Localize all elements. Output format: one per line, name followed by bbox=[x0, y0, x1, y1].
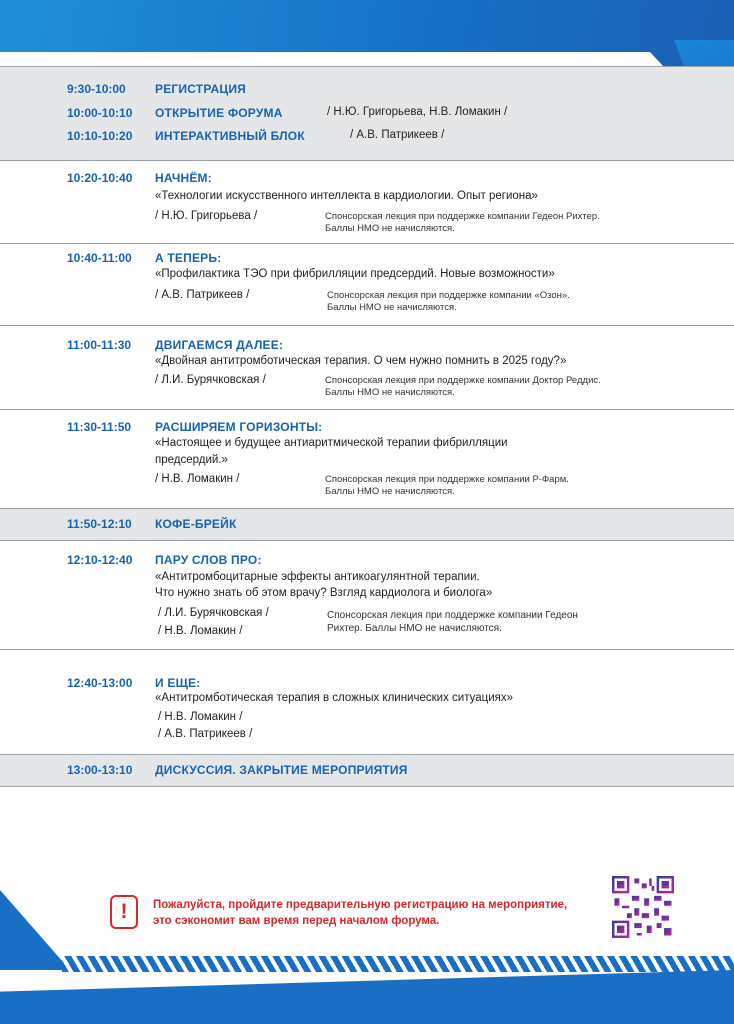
divider bbox=[0, 66, 734, 67]
time-slot: 10:20-10:40 bbox=[67, 171, 133, 185]
divider bbox=[0, 540, 734, 541]
time-slot: 11:00-11:30 bbox=[67, 338, 132, 352]
time-slot: 9:30-10:00 bbox=[67, 82, 126, 96]
divider bbox=[0, 243, 734, 244]
lecture-topic-continued: предсердий.» bbox=[155, 454, 228, 466]
speaker-name: / А.В. Патрикеев / bbox=[155, 289, 250, 301]
divider bbox=[0, 409, 734, 410]
speaker-name: / Л.И. Бурячковская / bbox=[155, 374, 266, 386]
lecture-topic-continued: Что нужно знать об этом врачу? Взгляд кардиолога и биолога» bbox=[155, 587, 493, 599]
sponsor-note: Баллы НМО не начисляются. bbox=[327, 302, 457, 313]
lecture-topic: «Технологии искусственного интеллекта в кардиологии. Опыт региона» bbox=[155, 190, 538, 202]
time-slot: 10:10-10:20 bbox=[67, 129, 133, 143]
divider bbox=[0, 508, 734, 509]
sponsor-note: Рихтер. Баллы НМО не начисляются. bbox=[327, 623, 502, 634]
sponsor-note: Спонсорская лекция при поддержке компании Р-Фарм. bbox=[325, 474, 569, 485]
session-title: ДВИГАЕМСЯ ДАЛЕЕ: bbox=[155, 338, 284, 352]
sponsor-note: Спонсорская лекция при поддержке компании «Озон». bbox=[327, 290, 570, 301]
reminder-line-1: Пожалуйста, пройдите предварительную регистрацию на мероприятие, bbox=[153, 899, 568, 911]
session-title: РАСШИРЯЕМ ГОРИЗОНТЫ: bbox=[155, 420, 323, 434]
divider bbox=[0, 160, 734, 161]
sponsor-note: Спонсорская лекция при поддержке компании Доктор Реддис. bbox=[325, 375, 601, 386]
session-title: ИНТЕРАКТИВНЫЙ БЛОК bbox=[155, 129, 305, 143]
divider bbox=[0, 325, 734, 326]
divider bbox=[0, 786, 734, 787]
speaker-names: / А.В. Патрикеев / bbox=[350, 129, 445, 141]
sponsor-note: Спонсорская лекция при поддержке компании Гедеон bbox=[327, 610, 578, 621]
time-slot: 10:40-11:00 bbox=[67, 251, 132, 265]
session-title: КОФЕ-БРЕЙК bbox=[155, 517, 237, 531]
divider bbox=[0, 649, 734, 650]
speaker-name: / Н.В. Ломакин / bbox=[158, 625, 243, 637]
session-title: НАЧНЁМ: bbox=[155, 171, 212, 185]
time-slot: 12:40-13:00 bbox=[67, 676, 133, 690]
session-title: А ТЕПЕРЬ: bbox=[155, 251, 222, 265]
striped-decor-band bbox=[62, 956, 734, 972]
lecture-topic: «Настоящее и будущее антиаритмической терапии фибрилляции bbox=[155, 437, 508, 449]
time-slot: 12:10-12:40 bbox=[67, 553, 133, 567]
session-title: ОТКРЫТИЕ ФОРУМА bbox=[155, 106, 283, 120]
speaker-name: / Н.Ю. Григорьева / bbox=[155, 210, 258, 222]
speaker-names: / Н.Ю. Григорьева, Н.В. Ломакин / bbox=[327, 106, 508, 118]
lecture-topic: «Антитромбоцитарные эффекты антикоагулянтной терапии. bbox=[155, 571, 480, 583]
sponsor-note: Баллы НМО не начисляются. bbox=[325, 223, 455, 234]
session-title: И ЕЩЕ: bbox=[155, 676, 201, 690]
session-title: РЕГИСТРАЦИЯ bbox=[155, 82, 246, 96]
lecture-topic: «Антитромботическая терапия в сложных клинических ситуациях» bbox=[155, 692, 513, 704]
speaker-name: / Н.В. Ломакин / bbox=[155, 473, 240, 485]
lecture-topic: «Профилактика ТЭО при фибрилляции предсердий. Новые возможности» bbox=[155, 268, 555, 280]
time-slot: 11:30-11:50 bbox=[67, 420, 132, 434]
speaker-name: / Н.В. Ломакин / bbox=[158, 711, 243, 723]
speaker-name: / Л.И. Бурячковская / bbox=[158, 607, 269, 619]
qr-code-icon[interactable] bbox=[612, 876, 674, 938]
sponsor-note: Баллы НМО не начисляются. bbox=[325, 486, 455, 497]
time-slot: 10:00-10:10 bbox=[67, 106, 133, 120]
sponsor-note: Баллы НМО не начисляются. bbox=[325, 387, 455, 398]
reminder-line-2: это сэкономит вам время перед началом форума. bbox=[153, 915, 440, 927]
time-slot: 13:00-13:10 bbox=[67, 763, 133, 777]
registration-reminder bbox=[153, 897, 567, 929]
lecture-topic: «Двойная антитромботическая терапия. О чем нужно помнить в 2025 году?» bbox=[155, 355, 567, 367]
speaker-name: / А.В. Патрикеев / bbox=[158, 728, 253, 740]
exclamation-icon: ! bbox=[110, 895, 138, 929]
sponsor-note: Спонсорская лекция при поддержке компании Гедеон Рихтер. bbox=[325, 211, 600, 222]
session-title: ПАРУ СЛОВ ПРО: bbox=[155, 553, 262, 567]
session-title: ДИСКУССИЯ. ЗАКРЫТИЕ МЕРОПРИЯТИЯ bbox=[155, 763, 408, 777]
time-slot: 11:50-12:10 bbox=[67, 517, 132, 531]
divider bbox=[0, 754, 734, 755]
